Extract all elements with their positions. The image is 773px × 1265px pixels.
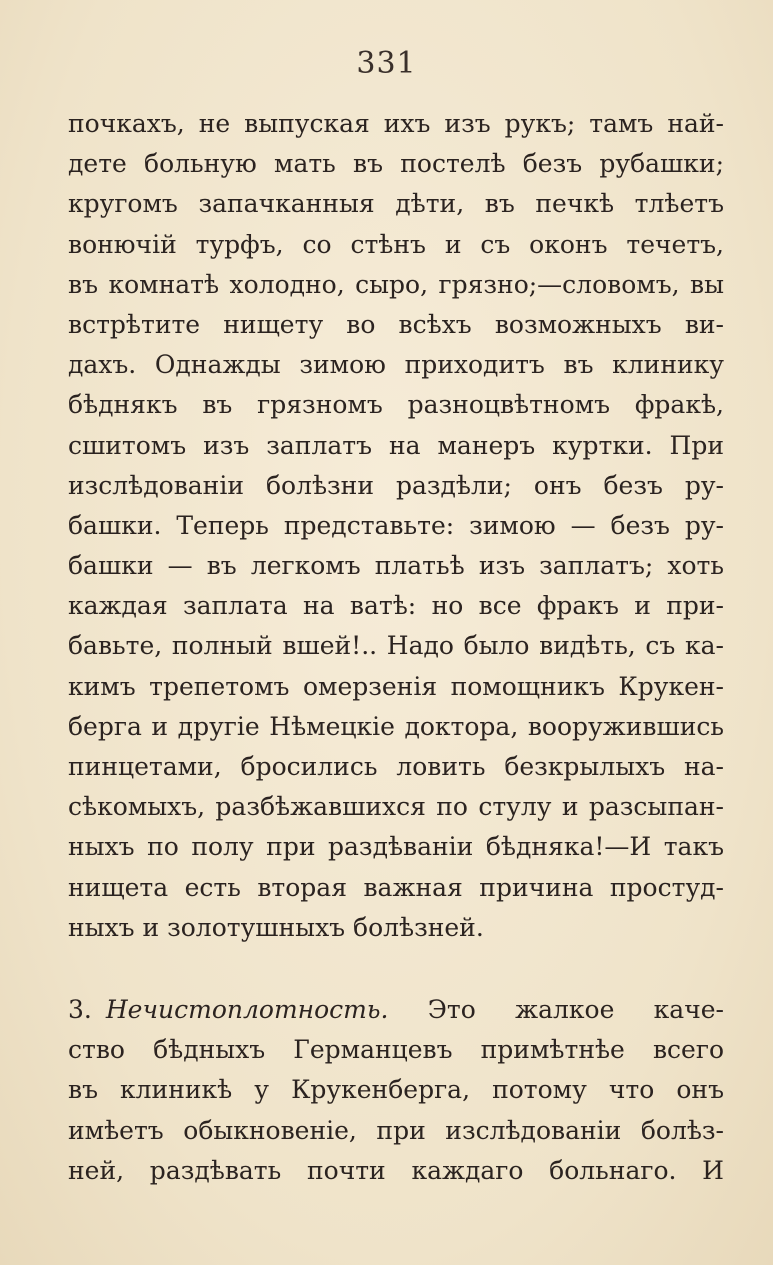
text-line: вонючій турфъ, со стѣнъ и съ оконъ течетъ, [68, 229, 724, 259]
text-line: сѣкомыхъ, разбѣжавшихся по стулу и разсыпан- [68, 792, 724, 822]
text-line: башки — въ легкомъ платьѣ изъ заплатъ; хоть [68, 551, 724, 581]
section-title: Нечистоплотность. [105, 995, 389, 1024]
section-number: 3. [68, 995, 92, 1024]
paragraph-poverty [68, 104, 724, 948]
section-uncleanliness [68, 990, 724, 1191]
text-line: берга и другіе Нѣмецкіе доктора, вооружившись [68, 711, 724, 741]
text-line: ней, раздѣвать почти каждаго больнаго. И [68, 1155, 724, 1185]
text-line: бѣднякъ въ грязномъ разноцвѣтномъ фракѣ, [68, 390, 724, 420]
text-line: дахъ. Однажды зимою приходитъ въ клинику [68, 350, 724, 380]
page-number: 331 [356, 46, 417, 81]
text-line: бавьте, полный вшей!.. Надо было видѣть, съ ка- [68, 631, 724, 661]
text-line: дете больную мать въ постелѣ безъ рубашки; [68, 149, 724, 179]
text-line: встрѣтите нищету во всѣхъ возможныхъ ви- [68, 309, 724, 339]
text-line: башки. Теперь представьте: зимою — безъ ру- [68, 510, 724, 540]
text-line: сшитомъ изъ заплатъ на манеръ куртки. При [68, 430, 724, 460]
text-line: въ комнатѣ холодно, сыро, грязно;—словомъ, вы [68, 269, 724, 299]
text-line: почкахъ, не выпуская ихъ изъ рукъ; тамъ най- [68, 109, 724, 138]
text-line: ныхъ по полу при раздѣваніи бѣдняка!—И такъ [68, 832, 724, 862]
section-first-line-text: Это жалкое каче- [427, 995, 724, 1024]
text-line: нищета есть вторая важная причина простуд- [68, 872, 724, 902]
text-line: изслѣдованіи болѣзни раздѣли; онъ безъ ру- [68, 470, 724, 500]
text-line: ство бѣдныхъ Германцевъ примѣтнѣе всего [68, 1035, 724, 1065]
text-line: кругомъ запачканныя дѣти, въ печкѣ тлѣетъ [68, 189, 724, 219]
text-line: пинцетами, бросились ловить безкрылыхъ на- [68, 752, 724, 781]
text-line: ныхъ и золотушныхъ болѣзней. [68, 912, 484, 942]
text-line: каждая заплата на ватѣ: но все фракъ и при- [68, 591, 724, 621]
text-line: имѣетъ обыкновеніе, при изслѣдованіи болѣз- [68, 1115, 724, 1145]
text-line: кимъ трепетомъ омерзенія помощникъ Крукен- [68, 671, 724, 701]
section-heading-line [68, 990, 724, 1030]
text-line: въ клиникѣ у Крукенберга, потому что онъ [68, 1075, 724, 1105]
